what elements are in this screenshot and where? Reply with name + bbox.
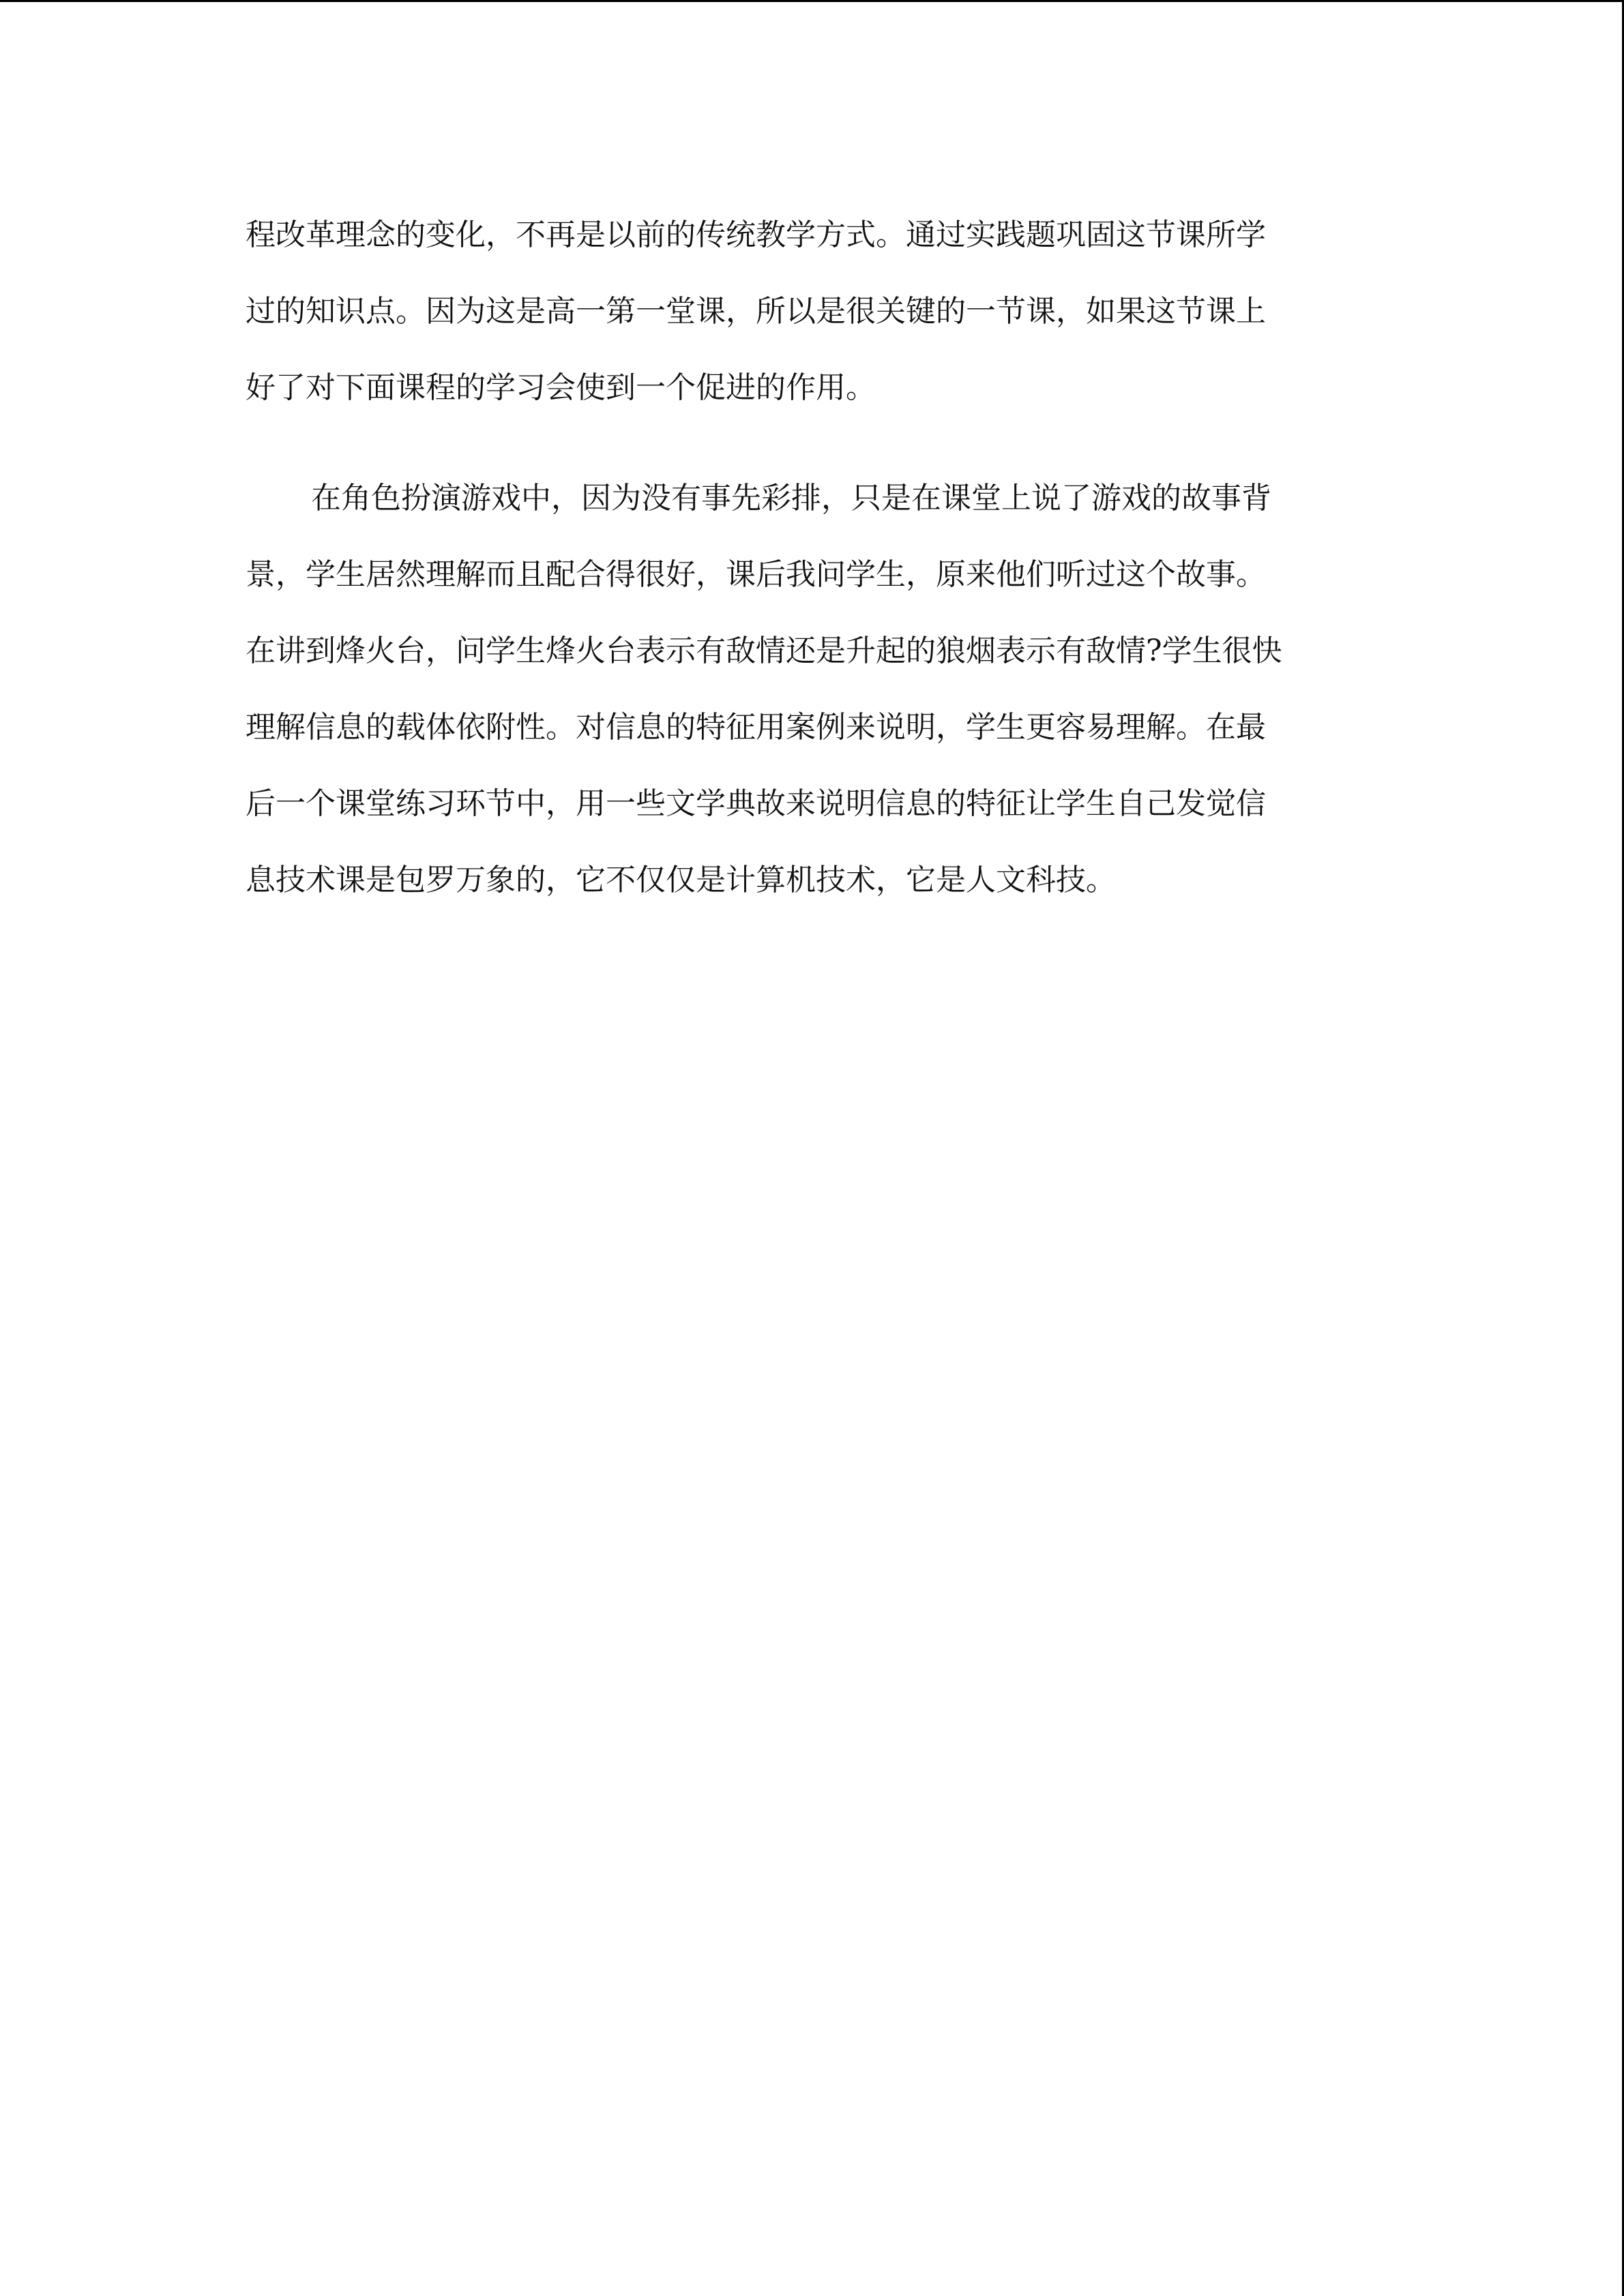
text-line: 在讲到烽火台，问学生烽火台表示有敌情还是升起的狼烟表示有敌情?学生很快 bbox=[246, 633, 1282, 668]
paragraph-spacer bbox=[246, 437, 1378, 471]
text-line: 息技术课是包罗万象的，它不仅仅是计算机技术，它是人文科技。 bbox=[246, 863, 1116, 897]
text-line: 好了对下面课程的学习会使到一个促进的作用。 bbox=[246, 370, 876, 405]
text-line: 在角色扮演游戏中，因为没有事先彩排，只是在课堂上说了游戏的故事背 bbox=[311, 481, 1271, 516]
text-line: 理解信息的载体依附性。对信息的特征用案例来说明，学生更容易理解。在最 bbox=[246, 710, 1266, 745]
paragraph-1 bbox=[246, 208, 1378, 437]
paragraph-2 bbox=[246, 471, 1378, 929]
body-text bbox=[246, 208, 1378, 929]
text-line: 后一个课堂练习环节中，用一些文学典故来说明信息的特征让学生自己发觉信 bbox=[246, 786, 1266, 821]
text-line: 程改革理念的变化，不再是以前的传统教学方式。通过实践题巩固这节课所学 bbox=[246, 218, 1266, 252]
text-line: 景，学生居然理解而且配合得很好，课后我问学生，原来他们听过这个故事。 bbox=[246, 557, 1266, 592]
text-line: 过的知识点。因为这是高一第一堂课，所以是很关键的一节课，如果这节课上 bbox=[246, 294, 1266, 329]
